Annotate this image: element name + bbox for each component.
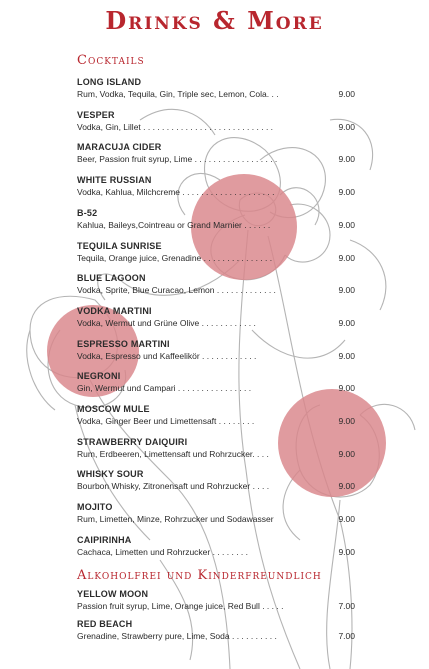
drink-ingredients: Kahlua, Baileys,Cointreau or Grand Marnier . . . . . . [77,219,271,230]
menu-item [77,339,355,362]
drink-price: 9.00 [338,448,355,459]
drink-name: YELLOW MOON [77,589,149,599]
drink-price: 9.00 [338,383,355,394]
drink-price: 9.00 [338,285,355,296]
drink-price: 9.00 [338,481,355,492]
drink-ingredients: Bourbon Whisky, Zitronensaft und Rohrzucker . . . . [77,481,270,492]
menu-item [77,241,355,264]
menu-item [77,437,355,460]
drink-ingredients: Rum, Vodka, Tequila, Gin, Triple sec, Lemon, Cola. . . [77,89,279,99]
drink-name: B-52 [77,207,98,218]
menu-item [77,208,355,231]
drink-price: 9.00 [338,350,355,361]
drink-price: 9.00 [338,514,355,525]
drink-name: VODKA MARTINI [77,305,152,316]
menu-title: Drinks & More [105,6,324,35]
drink-ingredients: Beer, Passion fruit syrup, Lime . . . . . . . . . . . . . . . . . . [77,154,278,165]
drink-ingredients: Vodka, Sprite, Blue Curacao, Lemon . . . . . . . . . . . . . [77,285,276,296]
menu-item [77,77,355,100]
drink-name: MOJITO [77,502,113,513]
drink-ingredients-row [77,630,355,642]
menu-item [77,404,355,427]
drink-ingredients-row [77,382,355,394]
drink-ingredients-row [77,88,355,100]
drink-name: WHITE RUSSIAN [77,175,152,186]
menu-item [77,142,355,165]
drink-ingredients: Vodka, Kahlua, Milchcreme . . . . . . . . . . . . . . . . . . . . [77,187,275,198]
drink-ingredients: Gin, Wermut und Campari . . . . . . . . . . . . . . . . [77,383,252,394]
menu-item [77,273,355,296]
section-heading-cocktails: Cocktails [77,53,145,68]
drink-price: 9.00 [338,252,355,263]
drink-ingredients: Vodka, Wermut und Grüne Olive . . . . . . . . . . . . [77,317,256,328]
drink-name: NEGRONI [77,371,121,382]
drink-price: 9.00 [338,187,355,198]
section-heading-alcohol-free: Alkoholfrei und Kinderfreundlich [77,568,322,583]
drink-ingredients-row [77,415,355,427]
drink-ingredients: Rum, Erdbeeren, Limettensaft und Rohrzucker. . . . [77,448,269,459]
drink-ingredients: Rum, Limetten, Minze, Rohrzucker und Sodawasser [77,514,274,525]
drink-ingredients-row [77,252,355,264]
drink-ingredients: Passion fruit syrup, Lime, Orange juice, Red Bull . . . . . [77,601,284,611]
drink-price: 9.00 [338,219,355,230]
drink-ingredients-row [77,153,355,165]
drink-price: 9.00 [338,416,355,426]
drink-name: BLUE LAGOON [77,273,146,284]
drink-ingredients: Tequila, Orange juice, Grenadine . . . . . . . . . . . . . . . [77,252,273,263]
drink-name: STRAWBERRY DAIQUIRI [77,436,188,447]
drink-ingredients-row [77,284,355,296]
drink-price: 7.00 [338,601,355,611]
drink-ingredients: Cachaca, Limetten und Rohrzucker . . . . . . . . [77,546,249,557]
drink-ingredients-row [77,546,355,558]
drink-price: 9.00 [338,121,355,132]
drink-name: VESPER [77,109,115,120]
drink-ingredients-row [77,121,355,133]
drink-name: MOSCOW MULE [77,404,150,414]
drink-name: WHISKY SOUR [77,469,144,480]
drink-ingredients: Vodka, Gin, Lillet . . . . . . . . . . . . . . . . . . . . . . . . . . . . [77,121,274,132]
drink-name: RED BEACH [77,618,133,629]
drink-ingredients-row [77,219,355,231]
drink-ingredients: Vodka, Espresso und Kaffeelikör . . . . . . . . . . . . [77,350,257,361]
menu-item [77,619,355,642]
drink-ingredients-row [77,448,355,460]
drink-ingredients: Vodka, Ginger Beer und Limettensaft . . . . . . . . [77,416,255,426]
drink-ingredients: Grenadine, Strawberry pure, Lime, Soda . . . . . . . . . . [77,630,277,641]
drink-price: 9.00 [338,89,355,99]
menu-item [77,502,355,525]
drink-ingredients-row [77,317,355,329]
menu-item [77,535,355,558]
drink-ingredients-row [77,186,355,198]
drink-price: 7.00 [338,630,355,641]
menu-item [77,469,355,492]
menu-item [77,306,355,329]
drink-ingredients-row [77,350,355,362]
drink-name: LONG ISLAND [77,77,142,87]
drink-name: MARACUJA CIDER [77,142,162,153]
drink-ingredients-row [77,513,355,525]
menu-item [77,110,355,133]
drink-price: 9.00 [338,546,355,557]
menu-item [77,371,355,394]
menu-item [77,589,355,612]
drink-name: CAIPIRINHA [77,534,132,545]
drink-name: TEQUILA SUNRISE [77,240,162,251]
drink-price: 9.00 [338,317,355,328]
menu-item [77,175,355,198]
drink-name: ESPRESSO MARTINI [77,338,170,349]
drink-price: 9.00 [338,154,355,165]
drink-ingredients-row [77,600,355,612]
drink-ingredients-row [77,480,355,492]
